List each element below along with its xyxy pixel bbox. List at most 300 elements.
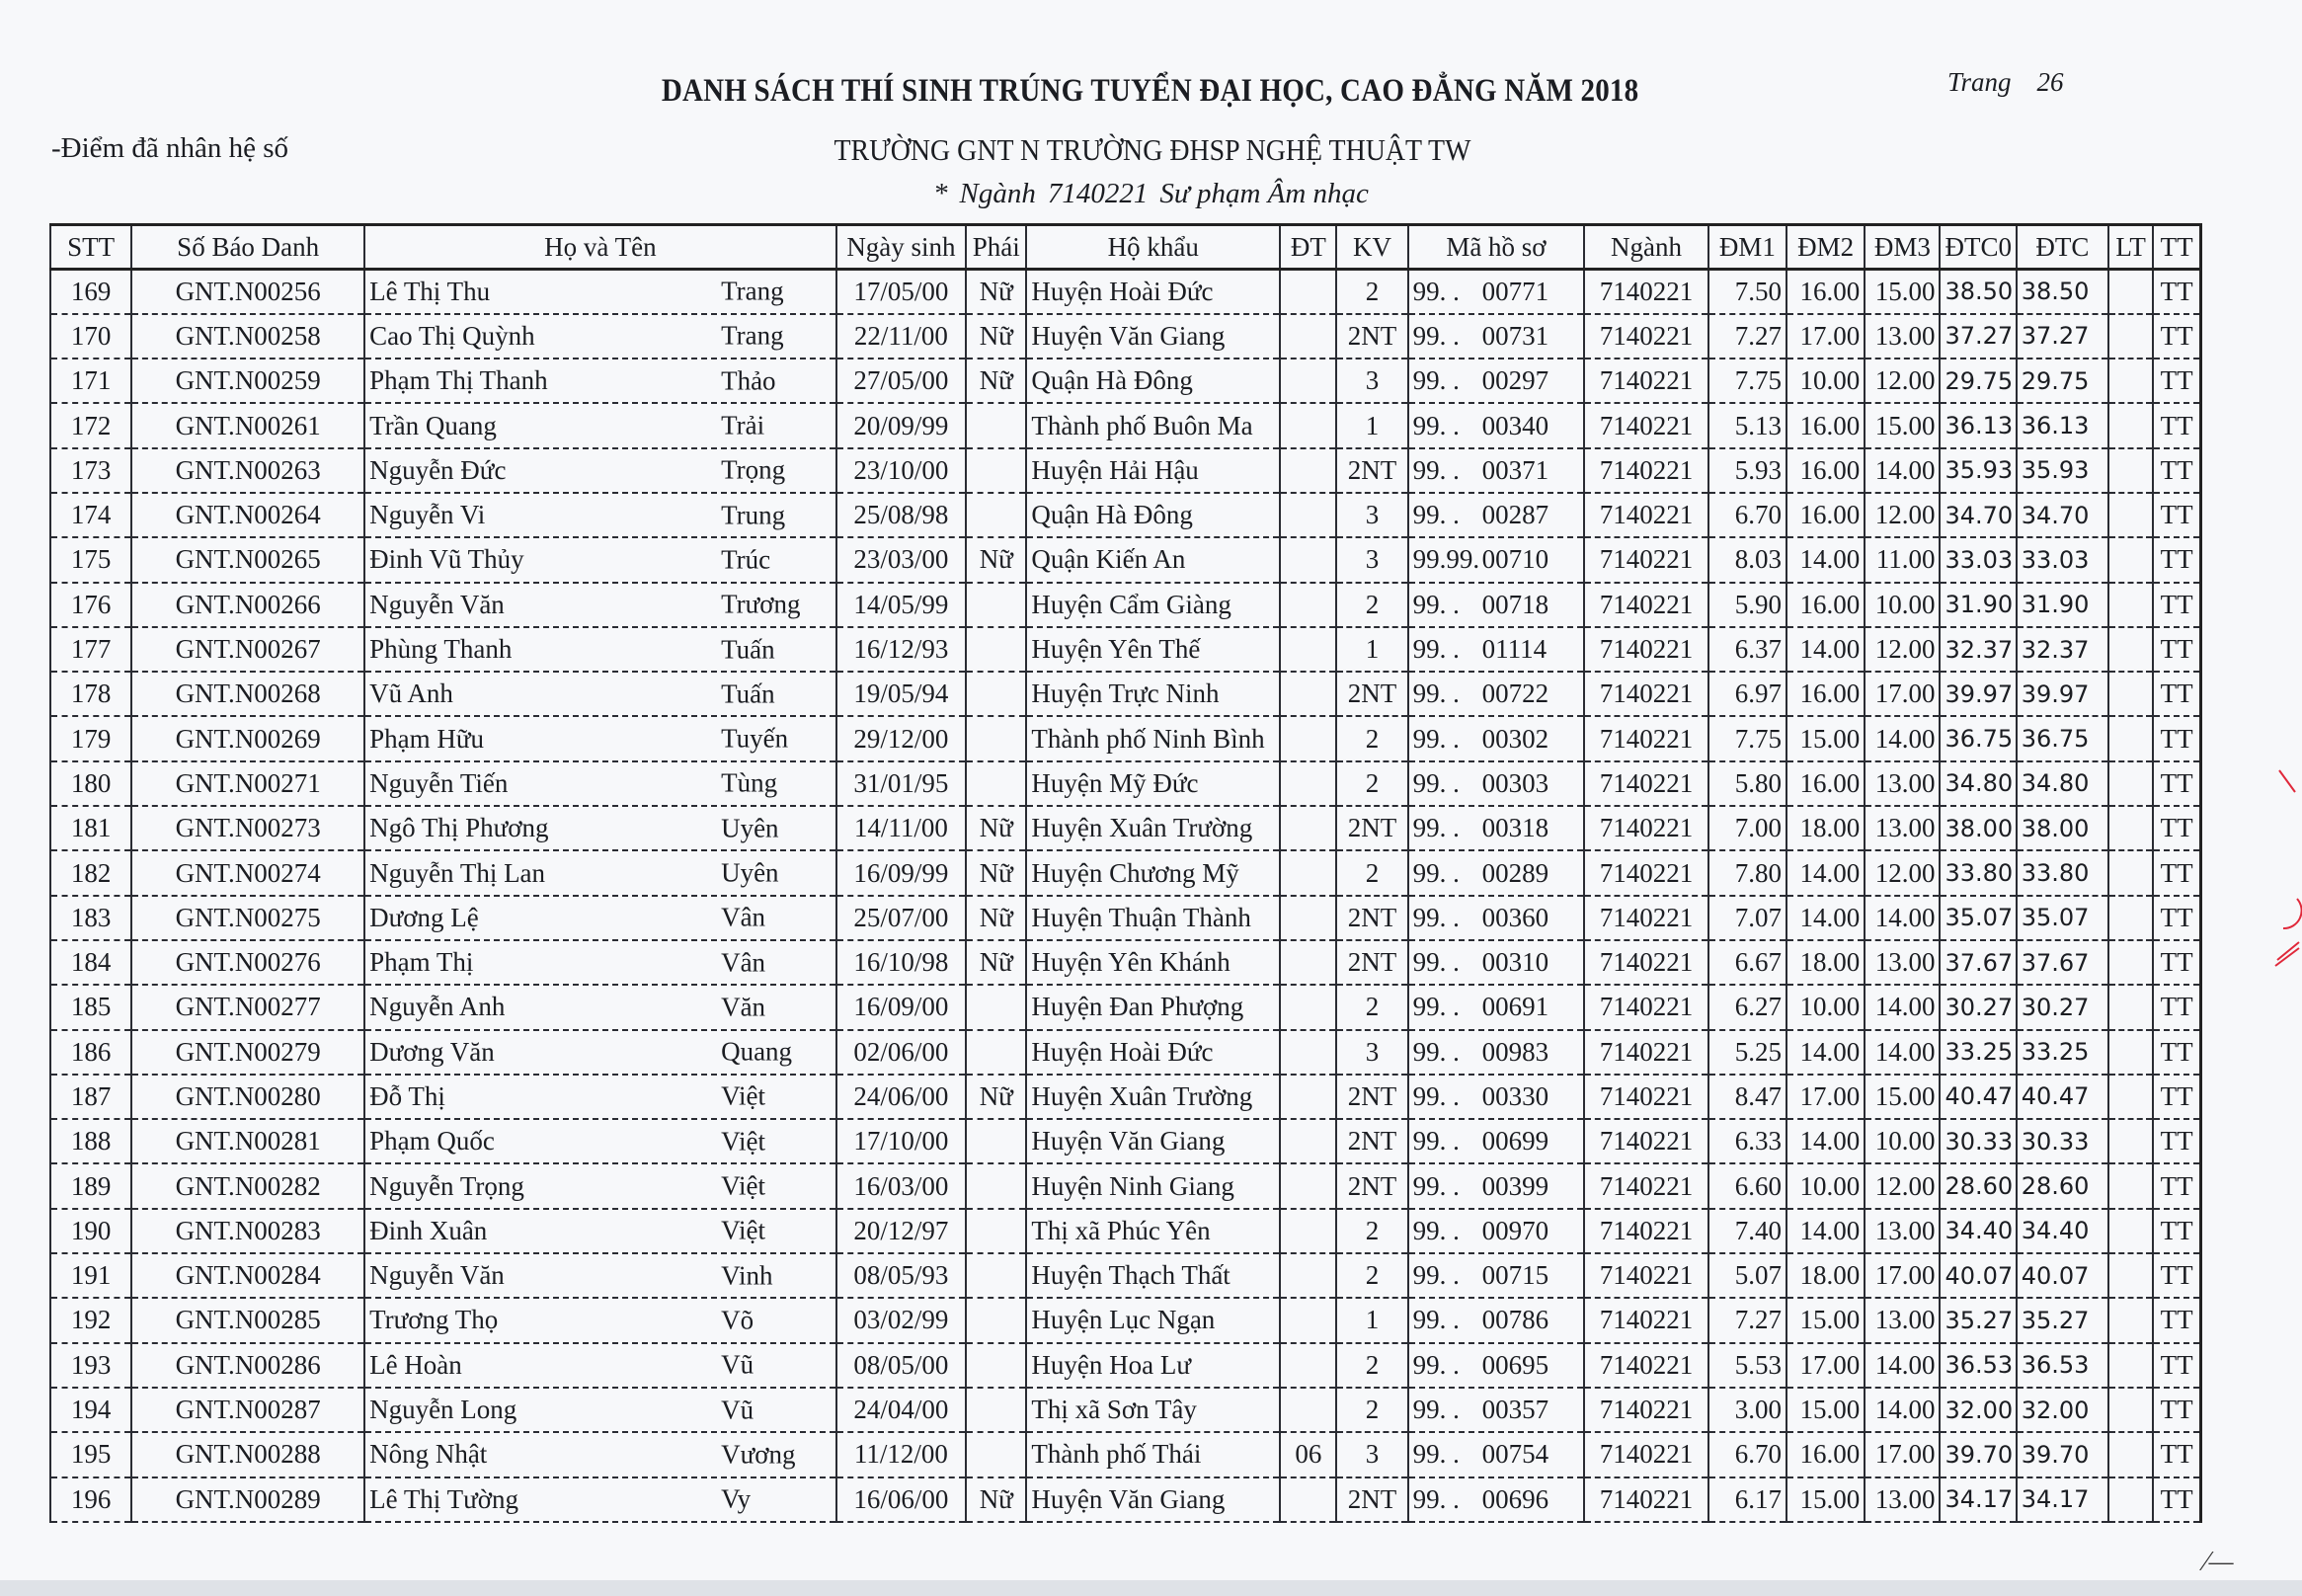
lt-cell (2108, 761, 2153, 806)
surname-middle: Phạm Quốc (369, 1126, 495, 1157)
given-name: Văn (721, 992, 766, 1022)
lt-cell (2108, 583, 2153, 627)
file-code-number: 00731 (1481, 320, 1549, 351)
lt-cell (2108, 359, 2153, 403)
residence-cell: Huyện Văn Giang (1026, 1119, 1280, 1163)
lt-cell (2108, 850, 2153, 895)
given-name: Vân (721, 902, 766, 932)
status-cell: TT (2153, 359, 2200, 403)
priority-group-cell (1280, 1030, 1336, 1075)
score-dm1-cell: 7.00 (1708, 806, 1786, 850)
score-dm2-cell: 15.00 (1786, 1388, 1865, 1432)
birth-date-cell: 23/10/00 (836, 448, 966, 493)
table-row (50, 672, 2201, 716)
major-code-cell: 7140221 (1584, 627, 1707, 672)
file-code-number: 00287 (1481, 500, 1549, 530)
total-dtc0-cell: 31.90 (1940, 583, 2016, 627)
score-dm2-cell: 16.00 (1786, 448, 1865, 493)
candidate-id-cell: GNT.N00261 (131, 403, 364, 447)
stt-cell: 193 (50, 1343, 131, 1388)
score-dm2-cell: 14.00 (1786, 627, 1865, 672)
score-dm2-cell: 10.00 (1786, 359, 1865, 403)
score-dm1-cell: 6.70 (1708, 1432, 1786, 1476)
score-dm3-cell: 15.00 (1865, 270, 1940, 314)
birth-date-cell: 16/09/00 (836, 985, 966, 1029)
residence-cell: Huyện Hải Hậu (1026, 448, 1280, 493)
score-dm2-cell: 18.00 (1786, 806, 1865, 850)
status-cell: TT (2153, 1477, 2200, 1522)
file-code-cell (1408, 1298, 1585, 1342)
table-row (50, 1075, 2201, 1119)
score-dm3-cell: 17.00 (1865, 1253, 1940, 1298)
residence-cell: Huyện Trực Ninh (1026, 672, 1280, 716)
stt-cell: 171 (50, 359, 131, 403)
surname-middle: Nguyễn Anh (369, 992, 506, 1022)
surname-middle: Phạm Thị (369, 947, 474, 978)
table-row (50, 1253, 2201, 1298)
status-cell: TT (2153, 896, 2200, 940)
score-dm3-cell: 13.00 (1865, 314, 1940, 359)
region-cell: 2 (1336, 1388, 1407, 1432)
total-dtc-cell: 34.40 (2017, 1209, 2108, 1253)
total-dtc0-cell: 37.27 (1940, 314, 2016, 359)
table-row (50, 627, 2201, 672)
residence-cell: Huyện Mỹ Đức (1026, 761, 1280, 806)
gender-cell (966, 583, 1026, 627)
total-dtc0-cell: 28.60 (1940, 1163, 2016, 1208)
birth-date-cell: 19/05/94 (836, 672, 966, 716)
file-code-prefix: 99. . (1412, 1395, 1460, 1425)
table-row (50, 493, 2201, 537)
residence-cell: Huyện Yên Thế (1026, 627, 1280, 672)
major-code-cell: 7140221 (1584, 672, 1707, 716)
file-code-cell (1408, 761, 1585, 806)
residence-cell: Huyện Hoa Lư (1026, 1343, 1280, 1388)
col-stt-header: STT (50, 225, 131, 270)
major-code-cell: 7140221 (1584, 985, 1707, 1029)
score-dm2-cell: 15.00 (1786, 1298, 1865, 1342)
page-label: Trang (1947, 67, 2012, 97)
file-code-prefix: 99. . (1412, 1260, 1460, 1291)
col-tt-header: TT (2153, 225, 2200, 270)
total-dtc-cell: 32.00 (2017, 1388, 2108, 1432)
full-name-cell (364, 359, 836, 403)
status-cell: TT (2153, 403, 2200, 447)
major-code-cell: 7140221 (1584, 1298, 1707, 1342)
gender-cell (966, 1253, 1026, 1298)
score-dm1-cell: 3.00 (1708, 1388, 1786, 1432)
birth-date-cell: 16/06/00 (836, 1477, 966, 1522)
major-code-cell: 7140221 (1584, 1343, 1707, 1388)
region-cell: 3 (1336, 493, 1407, 537)
score-dm2-cell: 16.00 (1786, 583, 1865, 627)
given-name: Uyên (721, 857, 779, 888)
residence-cell: Huyện Chương Mỹ (1026, 850, 1280, 895)
gender-cell (966, 1119, 1026, 1163)
score-dm1-cell: 5.80 (1708, 761, 1786, 806)
file-code-cell (1408, 850, 1585, 895)
total-dtc-cell: 35.93 (2017, 448, 2108, 493)
given-name: Việt (721, 1170, 765, 1201)
given-name: Trải (721, 410, 765, 440)
priority-group-cell (1280, 985, 1336, 1029)
surname-middle: Nguyễn Đức (369, 454, 507, 485)
residence-cell: Huyện Xuân Trường (1026, 806, 1280, 850)
candidate-id-cell: GNT.N00269 (131, 716, 364, 760)
birth-date-cell: 11/12/00 (836, 1432, 966, 1476)
file-code-number: 00371 (1481, 454, 1549, 485)
birth-date-cell: 27/05/00 (836, 359, 966, 403)
priority-group-cell (1280, 672, 1336, 716)
table-row (50, 850, 2201, 895)
birth-date-cell: 08/05/93 (836, 1253, 966, 1298)
file-code-prefix: 99. . (1412, 723, 1460, 754)
score-dm2-cell: 16.00 (1786, 493, 1865, 537)
file-code-number: 00695 (1481, 1349, 1549, 1380)
stt-cell: 174 (50, 493, 131, 537)
given-name: Vân (721, 947, 766, 978)
gender-cell: Nữ (966, 1477, 1026, 1522)
priority-group-cell (1280, 940, 1336, 985)
total-dtc0-cell: 37.67 (1940, 940, 2016, 985)
file-code-cell (1408, 940, 1585, 985)
file-code-number: 00303 (1481, 767, 1549, 798)
score-dm2-cell: 16.00 (1786, 270, 1865, 314)
table-row (50, 1477, 2201, 1522)
file-code-number: 00340 (1481, 410, 1549, 440)
status-cell: TT (2153, 448, 2200, 493)
file-code-prefix: 99.99. (1412, 544, 1480, 575)
score-dm1-cell: 7.07 (1708, 896, 1786, 940)
total-dtc0-cell: 30.33 (1940, 1119, 2016, 1163)
status-cell: TT (2153, 940, 2200, 985)
stt-cell: 185 (50, 985, 131, 1029)
given-name: Trang (721, 276, 784, 306)
file-code-cell (1408, 270, 1585, 314)
score-dm3-cell: 12.00 (1865, 359, 1940, 403)
birth-date-cell: 29/12/00 (836, 716, 966, 760)
col-so-bao-danh-header: Số Báo Danh (131, 225, 364, 270)
total-dtc-cell: 33.03 (2017, 537, 2108, 582)
stt-cell: 178 (50, 672, 131, 716)
candidate-id-cell: GNT.N00289 (131, 1477, 364, 1522)
stt-cell: 189 (50, 1163, 131, 1208)
total-dtc-cell: 37.67 (2017, 940, 2108, 985)
surname-middle: Nguyễn Văn (369, 589, 505, 619)
priority-group-cell (1280, 1209, 1336, 1253)
col-ma-ho-so-header: Mã hồ sơ (1408, 225, 1585, 270)
surname-middle: Vũ Anh (369, 678, 453, 709)
score-dm2-cell: 17.00 (1786, 1075, 1865, 1119)
file-code-cell (1408, 359, 1585, 403)
total-dtc-cell: 29.75 (2017, 359, 2108, 403)
gender-cell: Nữ (966, 896, 1026, 940)
full-name-cell (364, 583, 836, 627)
candidate-id-cell: GNT.N00258 (131, 314, 364, 359)
stt-cell: 191 (50, 1253, 131, 1298)
priority-group-cell (1280, 896, 1336, 940)
total-dtc0-cell: 38.00 (1940, 806, 2016, 850)
table-row (50, 1388, 2201, 1432)
residence-cell: Thị xã Phúc Yên (1026, 1209, 1280, 1253)
candidate-id-cell: GNT.N00288 (131, 1432, 364, 1476)
residence-cell: Quận Hà Đông (1026, 493, 1280, 537)
candidate-id-cell: GNT.N00279 (131, 1030, 364, 1075)
surname-middle: Phùng Thanh (369, 634, 513, 665)
residence-cell: Thị xã Sơn Tây (1026, 1388, 1280, 1432)
score-dm1-cell: 6.60 (1708, 1163, 1786, 1208)
given-name: Trương (721, 589, 801, 619)
total-dtc-cell: 36.75 (2017, 716, 2108, 760)
total-dtc-cell: 30.27 (2017, 985, 2108, 1029)
status-cell: TT (2153, 1432, 2200, 1476)
status-cell: TT (2153, 583, 2200, 627)
region-cell: 2NT (1336, 314, 1407, 359)
candidate-id-cell: GNT.N00274 (131, 850, 364, 895)
score-dm1-cell: 5.53 (1708, 1343, 1786, 1388)
given-name: Vương (721, 1439, 796, 1470)
status-cell: TT (2153, 1388, 2200, 1432)
candidate-id-cell: GNT.N00277 (131, 985, 364, 1029)
status-cell: TT (2153, 1075, 2200, 1119)
total-dtc0-cell: 40.07 (1940, 1253, 2016, 1298)
birth-date-cell: 24/06/00 (836, 1075, 966, 1119)
surname-middle: Nguyễn Vi (369, 500, 486, 530)
total-dtc-cell: 28.60 (2017, 1163, 2108, 1208)
full-name-cell (364, 1030, 836, 1075)
priority-group-cell (1280, 761, 1336, 806)
birth-date-cell: 16/12/93 (836, 627, 966, 672)
surname-middle: Nguyễn Long (369, 1395, 517, 1425)
file-code-cell (1408, 1075, 1585, 1119)
file-code-number: 00357 (1481, 1395, 1549, 1425)
total-dtc-cell: 34.70 (2017, 493, 2108, 537)
document-title: DANH SÁCH THÍ SINH TRÚNG TUYỂN ĐẠI HỌC, CAO ĐẲNG NĂM 2018 (661, 73, 1639, 109)
gender-cell: Nữ (966, 314, 1026, 359)
total-dtc0-cell: 34.17 (1940, 1477, 2016, 1522)
stt-cell: 179 (50, 716, 131, 760)
stt-cell: 195 (50, 1432, 131, 1476)
score-note: -Điểm đã nhân hệ số (51, 132, 288, 164)
major-code-cell: 7140221 (1584, 940, 1707, 985)
score-dm2-cell: 15.00 (1786, 1477, 1865, 1522)
major-code-cell: 7140221 (1584, 270, 1707, 314)
col-phai-header: Phái (966, 225, 1026, 270)
surname-middle: Lê Thị Thu (369, 276, 491, 306)
total-dtc0-cell: 30.27 (1940, 985, 2016, 1029)
score-dm1-cell: 6.67 (1708, 940, 1786, 985)
score-dm3-cell: 13.00 (1865, 940, 1940, 985)
major-code-cell: 7140221 (1584, 1388, 1707, 1432)
surname-middle: Đinh Vũ Thủy (369, 544, 524, 575)
score-dm2-cell: 14.00 (1786, 850, 1865, 895)
score-dm1-cell: 7.50 (1708, 270, 1786, 314)
total-dtc0-cell: 32.00 (1940, 1388, 2016, 1432)
score-dm3-cell: 10.00 (1865, 1119, 1940, 1163)
table-row (50, 940, 2201, 985)
score-dm1-cell: 7.80 (1708, 850, 1786, 895)
candidate-id-cell: GNT.N00282 (131, 1163, 364, 1208)
gender-cell (966, 493, 1026, 537)
candidate-id-cell: GNT.N00280 (131, 1075, 364, 1119)
given-name: Uyên (721, 813, 779, 843)
priority-group-cell (1280, 448, 1336, 493)
major-code-cell: 7140221 (1584, 403, 1707, 447)
table-row (50, 985, 2201, 1029)
file-code-number: 00722 (1481, 678, 1549, 709)
surname-middle: Cao Thị Quỳnh (369, 320, 535, 351)
total-dtc0-cell: 34.80 (1940, 761, 2016, 806)
status-cell: TT (2153, 1298, 2200, 1342)
candidate-id-cell: GNT.N00264 (131, 493, 364, 537)
stt-cell: 184 (50, 940, 131, 985)
table-row (50, 896, 2201, 940)
gender-cell (966, 448, 1026, 493)
surname-middle: Đinh Xuân (369, 1215, 488, 1245)
major-code-cell: 7140221 (1584, 1163, 1707, 1208)
file-code-cell (1408, 583, 1585, 627)
given-name: Vinh (721, 1260, 773, 1291)
given-name: Trọng (721, 454, 786, 485)
birth-date-cell: 17/05/00 (836, 270, 966, 314)
full-name-cell (364, 1163, 836, 1208)
region-cell: 3 (1336, 359, 1407, 403)
total-dtc0-cell: 29.75 (1940, 359, 2016, 403)
total-dtc-cell: 34.17 (2017, 1477, 2108, 1522)
given-name: Tuấn (721, 634, 775, 665)
major-code: 7140221 (1047, 178, 1149, 209)
file-code-cell (1408, 1388, 1585, 1432)
surname-middle: Dương Văn (369, 1036, 495, 1067)
region-cell: 3 (1336, 537, 1407, 582)
score-dm3-cell: 14.00 (1865, 896, 1940, 940)
col-ho-khau-header: Hộ khẩu (1026, 225, 1280, 270)
gender-cell (966, 716, 1026, 760)
score-dm2-cell: 14.00 (1786, 1209, 1865, 1253)
score-dm2-cell: 14.00 (1786, 1030, 1865, 1075)
score-dm3-cell: 15.00 (1865, 403, 1940, 447)
total-dtc0-cell: 32.37 (1940, 627, 2016, 672)
priority-group-cell (1280, 716, 1336, 760)
region-cell: 2NT (1336, 806, 1407, 850)
major-prefix: * (933, 178, 948, 209)
priority-group-cell (1280, 403, 1336, 447)
score-dm1-cell: 7.75 (1708, 359, 1786, 403)
file-code-cell (1408, 1432, 1585, 1476)
given-name: Vũ (721, 1395, 754, 1425)
scan-edge (0, 1580, 2302, 1596)
region-cell: 2 (1336, 1209, 1407, 1253)
given-name: Việt (721, 1126, 765, 1157)
file-code-cell (1408, 1119, 1585, 1163)
residence-cell: Thành phố Ninh Bình (1026, 716, 1280, 760)
table-row (50, 583, 2201, 627)
lt-cell (2108, 1253, 2153, 1298)
file-code-number: 00696 (1481, 1483, 1549, 1514)
total-dtc-cell: 35.07 (2017, 896, 2108, 940)
file-code-number: 00399 (1481, 1170, 1549, 1201)
region-cell: 2 (1336, 761, 1407, 806)
given-name: Tuyến (721, 723, 789, 754)
file-code-prefix: 99. . (1412, 767, 1460, 798)
col-dm2-header: ĐM2 (1786, 225, 1865, 270)
score-dm3-cell: 12.00 (1865, 1163, 1940, 1208)
file-code-number: 00360 (1481, 902, 1549, 932)
region-cell: 2NT (1336, 672, 1407, 716)
lt-cell (2108, 403, 2153, 447)
stt-cell: 170 (50, 314, 131, 359)
gender-cell: Nữ (966, 359, 1026, 403)
gender-cell (966, 1298, 1026, 1342)
region-cell: 2NT (1336, 1075, 1407, 1119)
score-dm3-cell: 17.00 (1865, 672, 1940, 716)
major-code-cell: 7140221 (1584, 1253, 1707, 1298)
stt-cell: 186 (50, 1030, 131, 1075)
total-dtc-cell: 32.37 (2017, 627, 2108, 672)
residence-cell: Huyện Xuân Trường (1026, 1075, 1280, 1119)
file-code-number: 00710 (1481, 544, 1549, 575)
file-code-number: 00771 (1481, 276, 1549, 306)
gender-cell (966, 1343, 1026, 1388)
candidate-id-cell: GNT.N00284 (131, 1253, 364, 1298)
score-dm3-cell: 14.00 (1865, 1388, 1940, 1432)
residence-cell: Huyện Hoài Đức (1026, 270, 1280, 314)
region-cell: 1 (1336, 403, 1407, 447)
stt-cell: 177 (50, 627, 131, 672)
score-dm2-cell: 14.00 (1786, 896, 1865, 940)
score-dm1-cell: 5.93 (1708, 448, 1786, 493)
major-name: Sư phạm Âm nhạc (1159, 178, 1369, 209)
status-cell: TT (2153, 761, 2200, 806)
priority-group-cell (1280, 493, 1336, 537)
total-dtc-cell: 38.50 (2017, 270, 2108, 314)
region-cell: 3 (1336, 1432, 1407, 1476)
col-dtc-header: ĐTC (2017, 225, 2108, 270)
score-dm2-cell: 16.00 (1786, 761, 1865, 806)
file-code-cell (1408, 896, 1585, 940)
surname-middle: Đỗ Thị (369, 1080, 445, 1111)
status-cell: TT (2153, 1119, 2200, 1163)
region-cell: 2NT (1336, 1119, 1407, 1163)
file-code-cell (1408, 1030, 1585, 1075)
lt-cell (2108, 314, 2153, 359)
school-name: TRƯỜNG GNT N TRƯỜNG ĐHSP NGHỆ THUẬT TW (833, 132, 1471, 167)
full-name-cell (364, 985, 836, 1029)
file-code-prefix: 99. . (1412, 1126, 1460, 1157)
residence-cell: Huyện Hoài Đức (1026, 1030, 1280, 1075)
gender-cell (966, 1209, 1026, 1253)
table-row (50, 270, 2201, 314)
region-cell: 2NT (1336, 1477, 1407, 1522)
candidate-id-cell: GNT.N00267 (131, 627, 364, 672)
lt-cell (2108, 1298, 2153, 1342)
total-dtc0-cell: 35.93 (1940, 448, 2016, 493)
total-dtc0-cell: 38.50 (1940, 270, 2016, 314)
surname-middle: Nguyễn Thị Lan (369, 857, 546, 888)
priority-group-cell (1280, 1163, 1336, 1208)
residence-cell: Huyện Thạch Thất (1026, 1253, 1280, 1298)
region-cell: 2NT (1336, 896, 1407, 940)
total-dtc-cell: 35.27 (2017, 1298, 2108, 1342)
score-dm1-cell: 5.25 (1708, 1030, 1786, 1075)
total-dtc-cell: 36.53 (2017, 1343, 2108, 1388)
major-code-cell: 7140221 (1584, 1030, 1707, 1075)
priority-group-cell (1280, 583, 1336, 627)
file-code-number: 00318 (1481, 813, 1549, 843)
priority-group-cell (1280, 1477, 1336, 1522)
status-cell: TT (2153, 806, 2200, 850)
full-name-cell (364, 1343, 836, 1388)
